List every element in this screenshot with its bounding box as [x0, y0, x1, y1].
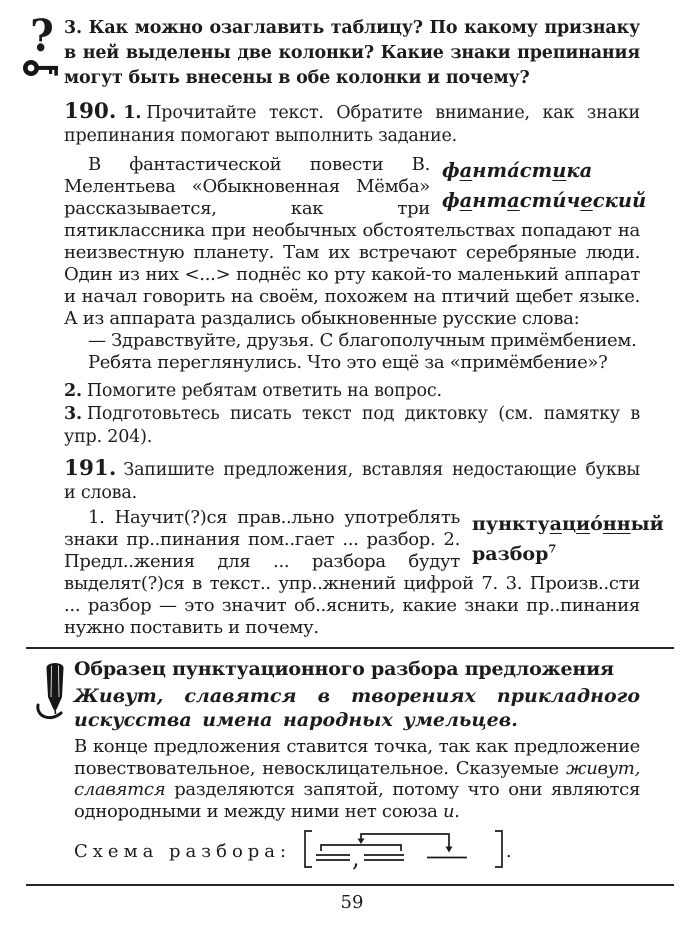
- page-number: 59: [340, 892, 364, 913]
- task-3-text: Подготовьтесь писать текст под диктовку (см. памятку в упр. 204).: [64, 404, 640, 447]
- exercise-190-number: 190.: [64, 99, 117, 124]
- sample-example-sentence: Живут, славятся в творениях прикладного искусства имена народных умельцев.: [74, 685, 640, 731]
- vocabulary-column: [442, 154, 647, 220]
- vocabulary-word: пунктуацио́нный: [472, 513, 664, 535]
- question-mark-icon: ?: [30, 11, 54, 62]
- vocabulary-column: [472, 507, 664, 573]
- exercise-191-passage: [64, 507, 664, 639]
- exercise-191-instruction: Запишите предложения, вставляя недостающие буквы и слова.: [64, 460, 640, 503]
- passage-paragraph: В фантастической повести В. Мелентьева «Обыкновенная Мёмба» рассказывается, как три пятиклассника при необычных обстоятельствах попадают на неизвестную планету. Там их встречают серебряные люди. Один из них <...> поднёс ко рту какой-то маленький аппарат и начал говорить на своём, похожем на птичий щебет языке. А из аппарата раздались обыкновенные русские слова:: [64, 154, 640, 329]
- passage-paragraph: Ребята переглянулись. Что это ещё за «примёмбение»?: [88, 352, 608, 373]
- task-1-number: 1.: [123, 103, 142, 123]
- task-1-text: Прочитайте текст. Обратите внимание, как знаки препинания помогают выполнить задание.: [64, 103, 640, 146]
- task-2-text: Помогите ребятам ответить на вопрос.: [86, 381, 442, 401]
- vocabulary-word: фантасти́ческий: [442, 189, 647, 212]
- sample-explanation: В конце предложения ставится точка, так как предложение повествовательное, невосклицательное. Сказуемые живут, славятся разделяются запятой, потому что они являются однородными и между ними нет союза и.: [74, 736, 640, 822]
- exercise-190-tasks: [64, 380, 640, 449]
- task-2-number: 2.: [64, 381, 82, 401]
- task-3-number: 3.: [64, 404, 82, 424]
- parse-scheme-row: [74, 826, 640, 872]
- vocabulary-word: фанта́стика: [442, 159, 593, 182]
- review-question-text: 3. Как можно озаглавить таблицу? По какому признаку в ней выделены две колонки? Какие знаки препинания могут быть внесены в обе колонки и почему?: [64, 18, 640, 88]
- vocabulary-word: разбор$^7$: [472, 541, 557, 565]
- svg-text:,: ,: [351, 844, 360, 872]
- review-questions-block: [30, 11, 640, 91]
- pen-icon: [34, 661, 74, 727]
- exercise-191-sentences: 1. Научит(?)ся прав..льно употреблять знаки пр..пинания пом..гает ... разбор. 2. Предл..жения для ... разбора будут выделят(?)ся в текст.. упр..жнений цифрой 7. 3. Произв..сти ... разбор — это значит об..яснить, какие знаки пр..пинания нужно поставить и почему.: [64, 507, 640, 638]
- task-2: [64, 380, 640, 403]
- question-mark-and-key-icon: [22, 11, 62, 77]
- parse-scheme-diagram: [301, 826, 506, 872]
- exercise-191-number: 191.: [64, 456, 117, 481]
- parse-scheme-period: .: [505, 841, 512, 862]
- exercise-190-header: [64, 100, 640, 148]
- sample-analysis-box: [26, 647, 674, 886]
- parse-scheme-label: Схема разбора:: [74, 841, 292, 862]
- passage-direct-speech: — Здравствуйте, друзья. С благополучным примёмбением.: [88, 330, 637, 351]
- task-3: [64, 403, 640, 449]
- exercise-191-header: [64, 457, 640, 505]
- exercise-190-passage: [64, 154, 647, 374]
- sample-box-title: Образец пунктуационного разбора предложения: [74, 658, 614, 680]
